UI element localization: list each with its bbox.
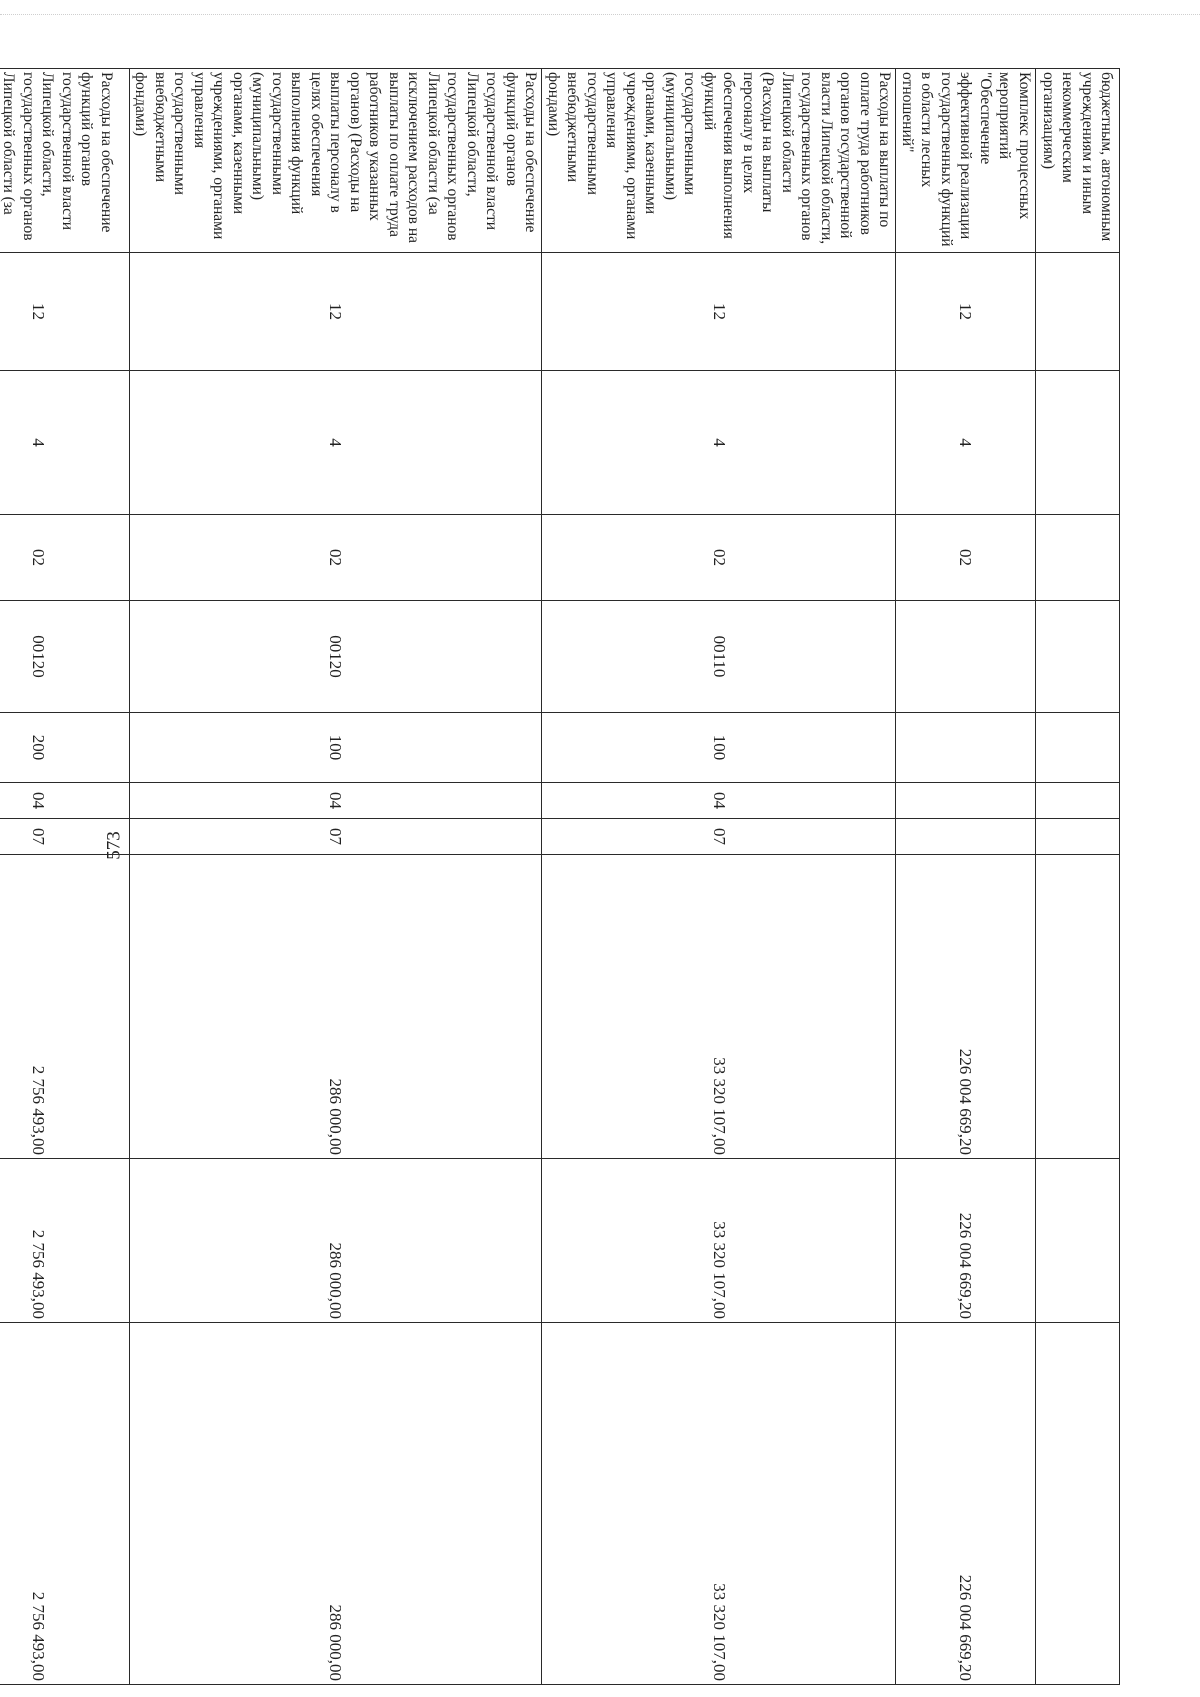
row-name: Расходы на выплаты по оплате труда работников органов государственной власти Липецкой области, государственных органов Липецкой области (Расходы на выплаты персоналу в целях обеспечения выполнения функций государственными (муниципальными) органами, казенными учреждениями, органами управления государственными внебюджетными фондами) — [542, 69, 896, 253]
code-cell — [1036, 713, 1120, 783]
code-cell: 200 — [0, 713, 130, 783]
code-cell: 00120 — [0, 601, 130, 713]
code-cell: 04 — [0, 783, 130, 819]
code-cell: 02 — [130, 515, 543, 601]
amount-cell — [1036, 855, 1120, 1159]
code-cell: 07 — [542, 819, 896, 855]
code-cell: 02 — [0, 515, 130, 601]
code-cell — [896, 783, 1036, 819]
code-cell: 00120 — [130, 601, 543, 713]
table-row — [0, 69, 130, 1685]
code-cell — [1036, 819, 1120, 855]
table-row — [896, 69, 1036, 1685]
code-cell: 07 — [0, 819, 130, 855]
code-cell: 12 — [542, 253, 896, 371]
code-cell: 00110 — [542, 601, 896, 713]
amount-cell: 33 320 107,00 — [542, 1159, 896, 1323]
row-name: бюджетным, автономным учреждениям и иным некоммерческим организациям) — [1036, 69, 1120, 253]
amount-cell: 286 000,00 — [130, 1323, 543, 1685]
page-number: 573 — [103, 831, 125, 860]
amount-cell: 226 004 669,20 — [896, 855, 1036, 1159]
code-cell: 04 — [542, 783, 896, 819]
code-cell: 02 — [896, 515, 1036, 601]
code-cell — [1036, 601, 1120, 713]
table-row — [1036, 69, 1120, 1685]
amount-cell: 286 000,00 — [130, 1159, 543, 1323]
code-cell: 12 — [130, 253, 543, 371]
code-cell: 4 — [896, 371, 1036, 515]
amount-cell: 2 756 493,00 — [0, 855, 130, 1159]
code-cell — [1036, 515, 1120, 601]
code-cell: 4 — [542, 371, 896, 515]
code-cell: 100 — [542, 713, 896, 783]
code-cell: 12 — [896, 253, 1036, 371]
amount-cell — [1036, 1323, 1120, 1685]
code-cell — [896, 601, 1036, 713]
amount-cell: 33 320 107,00 — [542, 1323, 896, 1685]
amount-cell: 33 320 107,00 — [542, 855, 896, 1159]
budget-table — [0, 68, 1120, 1685]
code-cell: 02 — [542, 515, 896, 601]
code-cell — [1036, 783, 1120, 819]
code-cell — [896, 819, 1036, 855]
table-row — [130, 69, 543, 1685]
amount-cell: 226 004 669,20 — [896, 1323, 1036, 1685]
code-cell: 4 — [130, 371, 543, 515]
code-cell: 12 — [0, 253, 130, 371]
code-cell: 100 — [130, 713, 543, 783]
amount-cell — [1036, 1159, 1120, 1323]
code-cell: 04 — [130, 783, 543, 819]
top-border-line — [0, 14, 1200, 15]
row-name: Расходы на обеспечение функций органов государственной власти Липецкой области, государственных органов Липецкой области (за исключением расходов на выплаты по оплате труда работников указанных органов) (Расходы на выплаты персоналу в целях обеспечения выполнения функций государственными (муниципальными) органами, казенными учреждениями, органами управления государственными внебюджетными фондами) — [130, 69, 543, 253]
row-name: Расходы на обеспечение функций органов государственной власти Липецкой области, государственных органов Липецкой области (за — [0, 69, 130, 253]
amount-cell: 2 756 493,00 — [0, 1159, 130, 1323]
amount-cell: 286 000,00 — [130, 855, 543, 1159]
code-cell — [1036, 253, 1120, 371]
amount-cell: 2 756 493,00 — [0, 1323, 130, 1685]
amount-cell: 226 004 669,20 — [896, 1159, 1036, 1323]
code-cell: 07 — [130, 819, 543, 855]
code-cell — [1036, 371, 1120, 515]
table-row — [542, 69, 896, 1685]
row-name: Комплекс процессных мероприятий "Обеспечение эффективной реализации государственных функций в области лесных отношений" — [896, 69, 1036, 253]
code-cell — [896, 713, 1036, 783]
code-cell: 4 — [0, 371, 130, 515]
